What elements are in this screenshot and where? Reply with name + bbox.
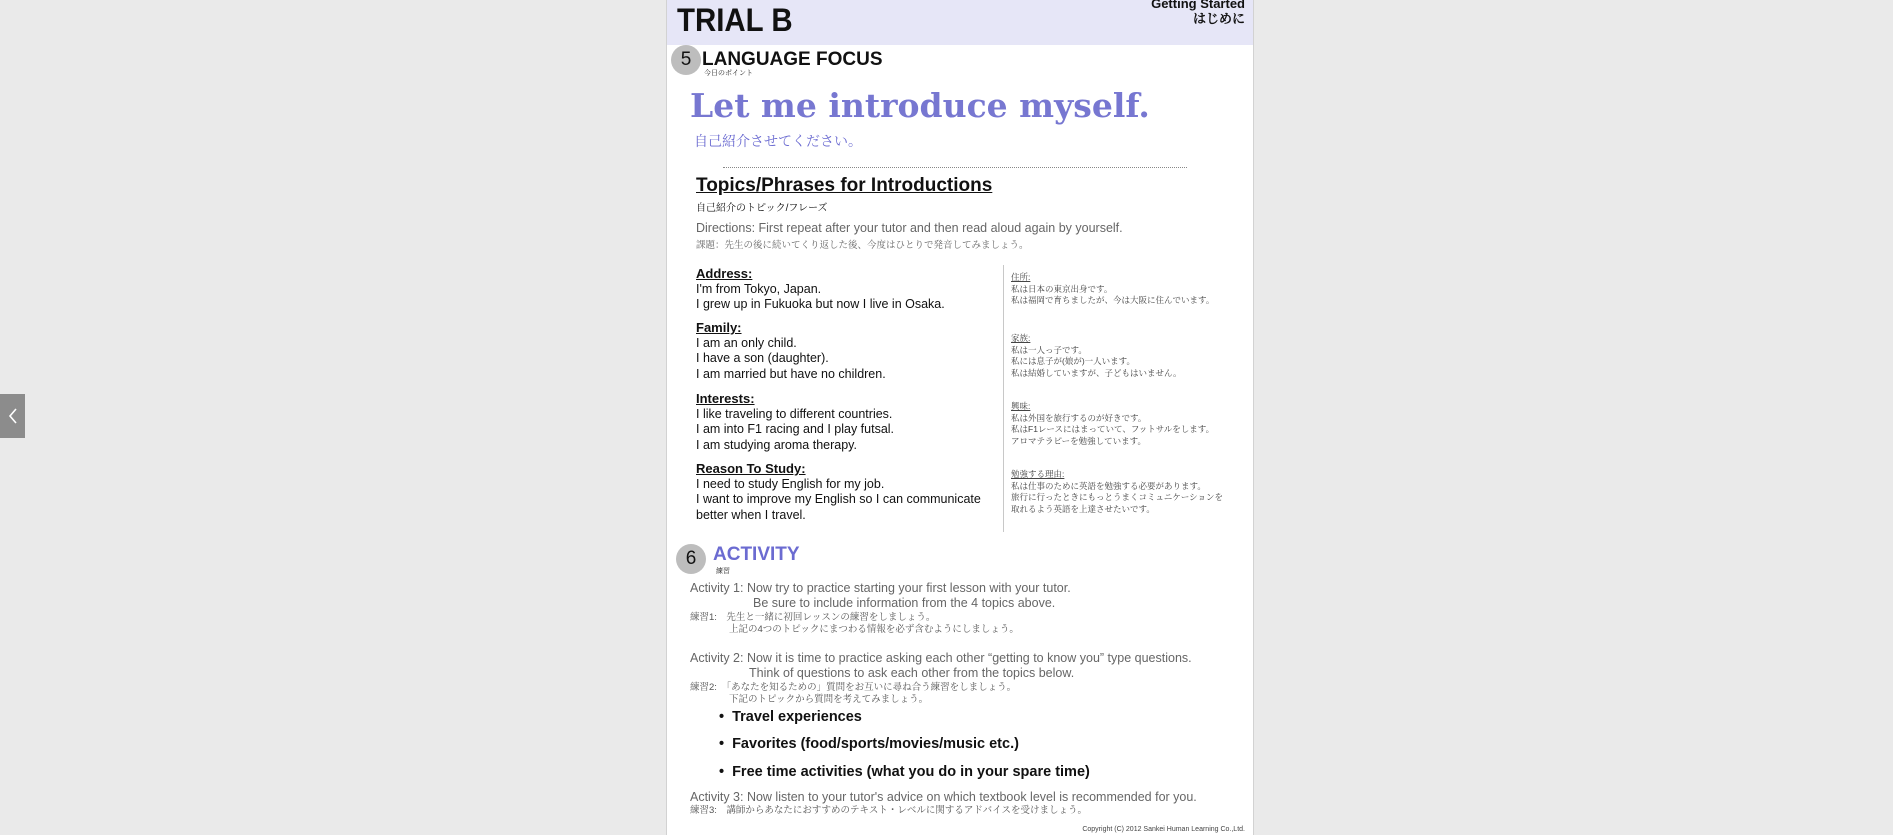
activity-2 xyxy=(690,651,1192,681)
topic-address-jp xyxy=(1011,272,1214,307)
list-item xyxy=(719,709,862,725)
phrase-line: I am an only child. xyxy=(696,335,797,350)
column-divider xyxy=(1003,265,1004,532)
activity-line-jp: 下記のトピックから質問を考えてみましょう。 xyxy=(729,694,929,705)
topic-label: Family: xyxy=(696,320,742,335)
activity-line-jp: 練習1: 先生と一緒に初回レッスンの練習をしましょう。 xyxy=(690,612,936,623)
topic-family-jp xyxy=(1011,333,1182,379)
bullet-text: Favorites (food/sports/movies/music etc.) xyxy=(732,736,1019,752)
phrase-line-jp: 取れるよう英語を上達させたいです。 xyxy=(1011,503,1155,514)
phrase-line-jp: 旅行に行ったときにもっとうまくコミュニケーションを xyxy=(1011,492,1223,502)
section-title: LANGUAGE FOCUS xyxy=(702,49,883,70)
header-section-label xyxy=(1151,0,1245,26)
chevron-left-icon xyxy=(7,406,19,426)
phrase-line-jp: 私はF1レースにはまっていて、フットサルをします。 xyxy=(1011,424,1215,434)
activity-2-jp xyxy=(690,682,1016,706)
topic-label-jp: 住所: xyxy=(1011,272,1031,282)
section-number-badge: 6 xyxy=(676,544,706,574)
activity-line-jp: 練習3: 講師からあなたにおすすめのテキスト・レベルに関するアドバイスを受けましょう。 xyxy=(690,805,1088,816)
topic-label: Interests: xyxy=(696,391,755,406)
activity-3-jp xyxy=(690,805,1087,817)
activity-line: Activity 2: Now it is time to practice asking each other “getting to know you” type questions. xyxy=(690,651,1192,665)
phrase-line: I am into F1 racing and I play futsal. xyxy=(696,422,895,436)
topic-interests xyxy=(696,391,894,453)
phrase-line-jp: 私は外国を旅行するのが好きです。 xyxy=(1011,412,1147,423)
phrase-line: I need to study English for my job. xyxy=(696,476,885,491)
phrase-line-jp: 私は福岡で育ちましたが、今は大阪に住んでいます。 xyxy=(1011,295,1215,305)
topics-heading: Topics/Phrases for Introductions xyxy=(696,175,993,196)
topic-reason-jp xyxy=(1011,469,1223,515)
phrase-line: I want to improve my English so I can communicate xyxy=(696,492,981,506)
activity-line-jp: 練習2: 「あなたを知るための」質問をお互いに尋ね合う練習をしましょう。 xyxy=(690,682,1017,693)
list-item xyxy=(719,736,1019,752)
activity-line: Activity 1: Now try to practice starting your first lesson with your tutor. xyxy=(690,581,1071,595)
divider xyxy=(723,167,1187,168)
activity-line: Think of questions to ask each other from the topics below. xyxy=(749,666,1075,680)
topic-address xyxy=(696,266,945,313)
activity-3 xyxy=(690,790,1197,805)
phrase-line: I like traveling to different countries. xyxy=(696,406,893,421)
header-right-en: Getting Started xyxy=(1151,0,1245,11)
phrase-line-jp: 私は日本の東京出身です。 xyxy=(1011,283,1113,294)
phrase-line: I am studying aroma therapy. xyxy=(696,437,857,452)
topic-family xyxy=(696,320,886,382)
header-right-jp: はじめに xyxy=(1192,11,1245,26)
bullet-text: Free time activities (what you do in your spare time) xyxy=(732,764,1090,780)
phrase-line-jp: 私には息子が(娘が)一人います。 xyxy=(1011,356,1135,366)
activity-line: Be sure to include information from the 4 topics above. xyxy=(753,596,1056,610)
list-item xyxy=(719,764,1090,780)
directions-text: Directions: First repeat after your tutor and then read aloud again by yourself. xyxy=(696,221,1123,235)
phrase-line: I am married but have no children. xyxy=(696,366,886,381)
key-phrase: Let me introduce myself. xyxy=(690,86,1150,125)
section-subtitle: 今日のポイント xyxy=(704,70,753,77)
document-page xyxy=(666,0,1254,835)
directions-text-jp: 課題：先生の後に続いてくり返した後、今度はひとりで発音してみましょう。 xyxy=(696,240,1029,251)
section-number-badge: 5 xyxy=(671,45,701,75)
brand-title: TRIAL B xyxy=(677,2,793,38)
topic-label-jp: 勉強する理由: xyxy=(1011,469,1065,479)
bullet-icon: • xyxy=(719,764,725,780)
activity-line-jp: 上記の4つのトピックにまつわる情報を必ず含むようにしましょう。 xyxy=(729,624,1019,635)
topics-subheading: 自己紹介のトピック/フレーズ xyxy=(696,203,828,214)
topic-interests-jp xyxy=(1011,401,1214,447)
phrase-line: better when I travel. xyxy=(696,507,806,522)
page-header xyxy=(667,0,1253,45)
section-title: ACTIVITY xyxy=(713,544,800,565)
topic-label-jp: 家族: xyxy=(1011,333,1031,343)
phrase-line-jp: アロマテラピーを勉強しています。 xyxy=(1011,435,1146,446)
bullet-icon: • xyxy=(719,709,725,725)
topic-label-jp: 興味: xyxy=(1011,401,1031,411)
topic-label: Reason To Study: xyxy=(696,461,806,476)
phrase-line-jp: 私は仕事のために英語を勉強する必要があります。 xyxy=(1011,480,1206,491)
topic-label: Address: xyxy=(696,266,753,281)
activity-line: Activity 3: Now listen to your tutor's advice on which textbook level is recommended for you. xyxy=(690,790,1197,804)
bullet-text: Travel experiences xyxy=(732,709,862,725)
activity-1-jp xyxy=(690,612,1019,636)
copyright-notice: Copyright (C) 2012 Sankei Human Learning Co.,Ltd. xyxy=(1082,826,1245,833)
phrase-line: I'm from Tokyo, Japan. xyxy=(696,281,822,296)
bullet-icon: • xyxy=(719,736,725,752)
phrase-line: I have a son (daughter). xyxy=(696,351,829,365)
phrase-line-jp: 私は結婚していますが、子どもはいません。 xyxy=(1011,367,1182,378)
phrase-line: I grew up in Fukuoka but now I live in Osaka. xyxy=(696,297,945,311)
topic-reason xyxy=(696,461,981,523)
prev-page-button[interactable] xyxy=(0,394,25,438)
section-subtitle: 練習 xyxy=(716,568,730,575)
key-phrase-jp: 自己紹介させてください。 xyxy=(694,133,862,149)
activity-1 xyxy=(690,581,1071,611)
phrase-line-jp: 私は一人っ子です。 xyxy=(1011,344,1087,355)
